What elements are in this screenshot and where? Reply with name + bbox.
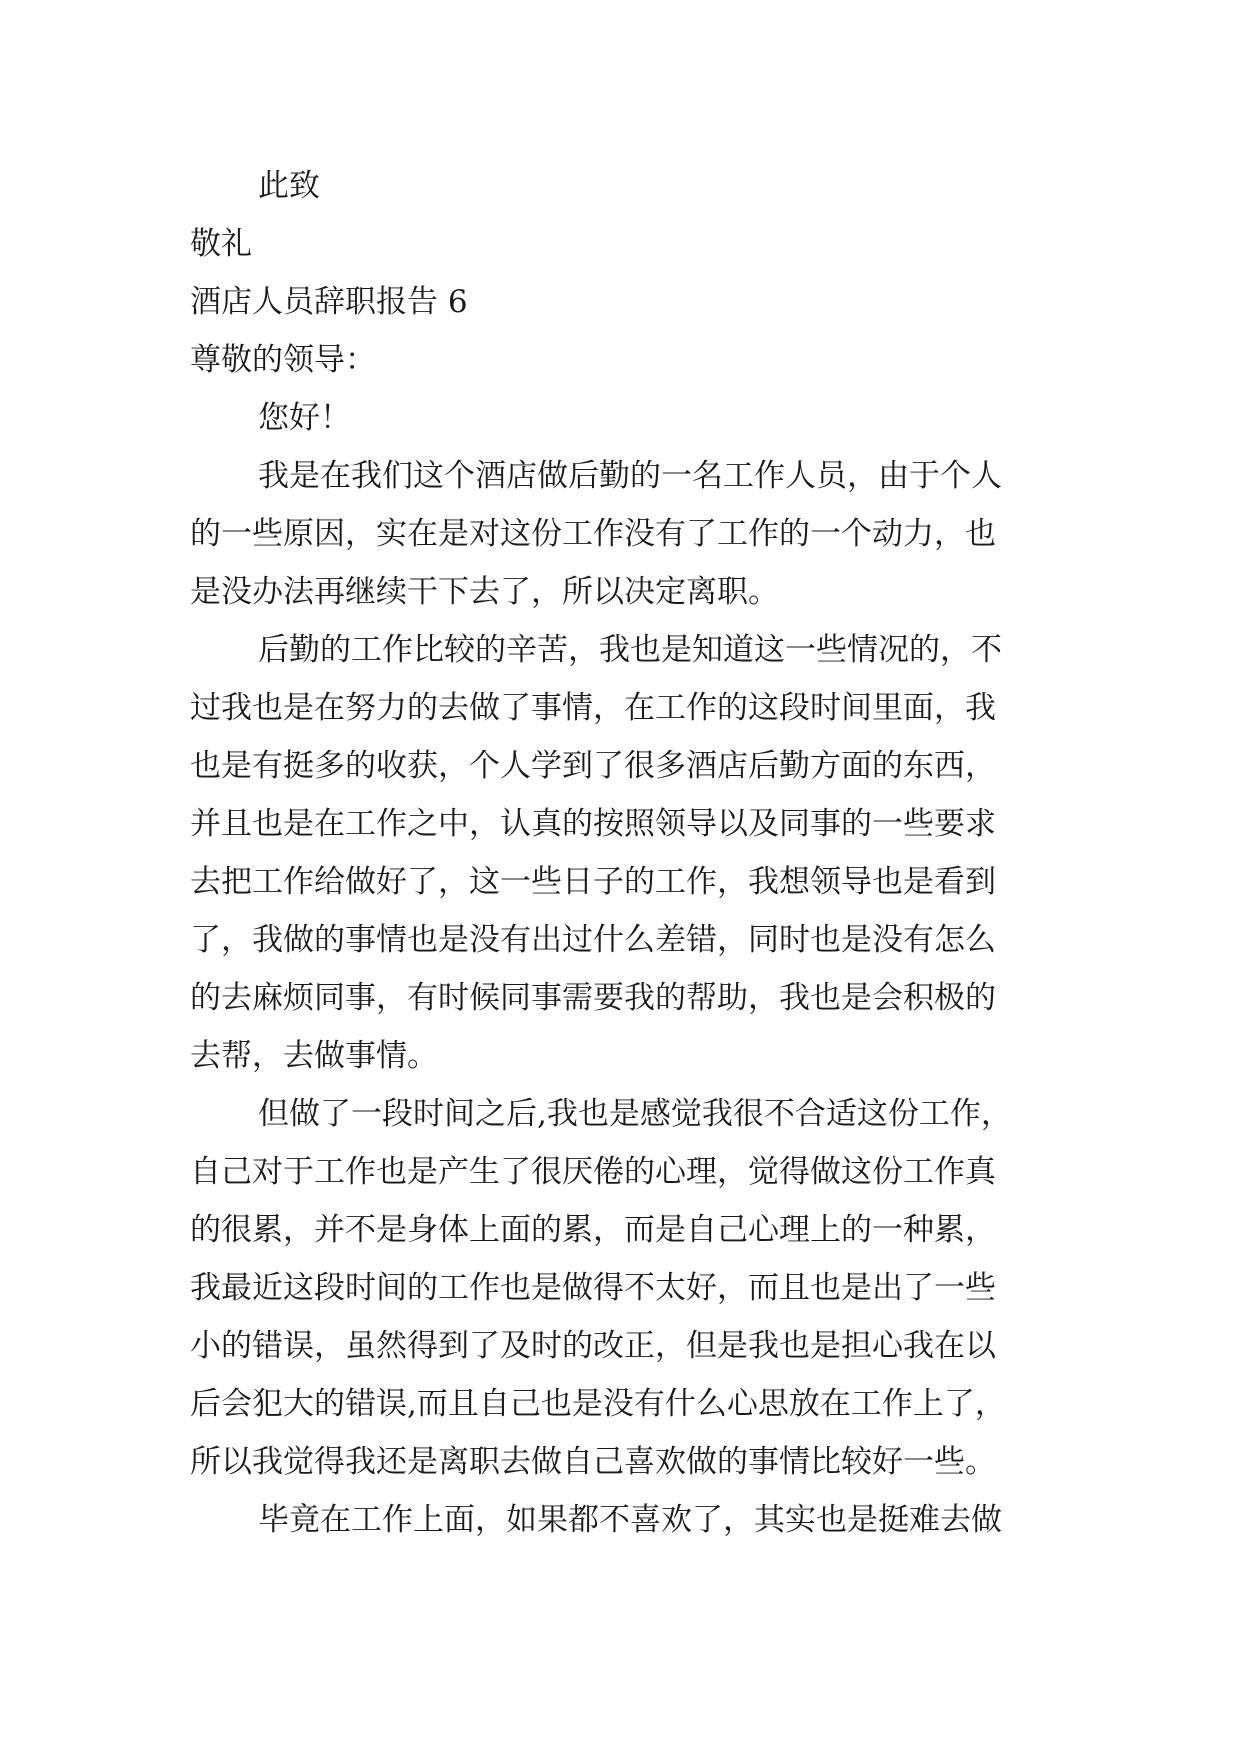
body-line: 我是在我们这个酒店做后勤的一名工作人员，由于个人 (258, 458, 1002, 494)
body-line: 的一些原因，实在是对这份工作没有了工作的一个动力，也 (190, 516, 996, 552)
body-line: 去帮，去做事情。 (190, 1038, 438, 1074)
closing-regards: 敬礼 (190, 226, 252, 262)
body-line: 并且也是在工作之中，认真的按照领导以及同事的一些要求 (190, 806, 996, 842)
body-line: 毕竟在工作上面，如果都不喜欢了，其实也是挺难去做 (258, 1502, 1002, 1538)
body-line: 我最近这段时间的工作也是做得不太好，而且也是出了一些 (190, 1270, 996, 1306)
body-line: 后会犯大的错误,而且自己也是没有什么心思放在工作上了， (190, 1386, 1006, 1422)
body-line: 过我也是在努力的去做了事情，在工作的这段时间里面，我 (190, 690, 996, 726)
greeting: 您好！ (258, 400, 351, 436)
body-line: 也是有挺多的收获，个人学到了很多酒店后勤方面的东西， (190, 748, 996, 784)
body-line: 所以我觉得我还是离职去做自己喜欢做的事情比较好一些。 (190, 1444, 996, 1480)
body-line: 但做了一段时间之后,我也是感觉我很不合适这份工作， (258, 1096, 1012, 1132)
body-line: 自己对于工作也是产生了很厌倦的心理，觉得做这份工作真 (190, 1154, 996, 1190)
document-title: 酒店人员辞职报告 6 (190, 284, 468, 320)
body-line: 小的错误，虽然得到了及时的改正，但是我也是担心我在以 (190, 1328, 996, 1364)
body-line: 的去麻烦同事，有时候同事需要我的帮助，我也是会积极的 (190, 980, 996, 1016)
body-line: 是没办法再继续干下去了，所以决定离职。 (190, 574, 779, 610)
body-line: 了，我做的事情也是没有出过什么差错，同时也是没有怎么 (190, 922, 996, 958)
body-line: 去把工作给做好了，这一些日子的工作，我想领导也是看到 (190, 864, 996, 900)
body-line: 的很累，并不是身体上面的累，而是自己心理上的一种累， (190, 1212, 996, 1248)
greeting-recipient: 尊敬的领导： (190, 342, 376, 378)
closing-salutation: 此致 (258, 168, 320, 204)
body-line: 后勤的工作比较的辛苦，我也是知道这一些情况的，不 (258, 632, 1002, 668)
